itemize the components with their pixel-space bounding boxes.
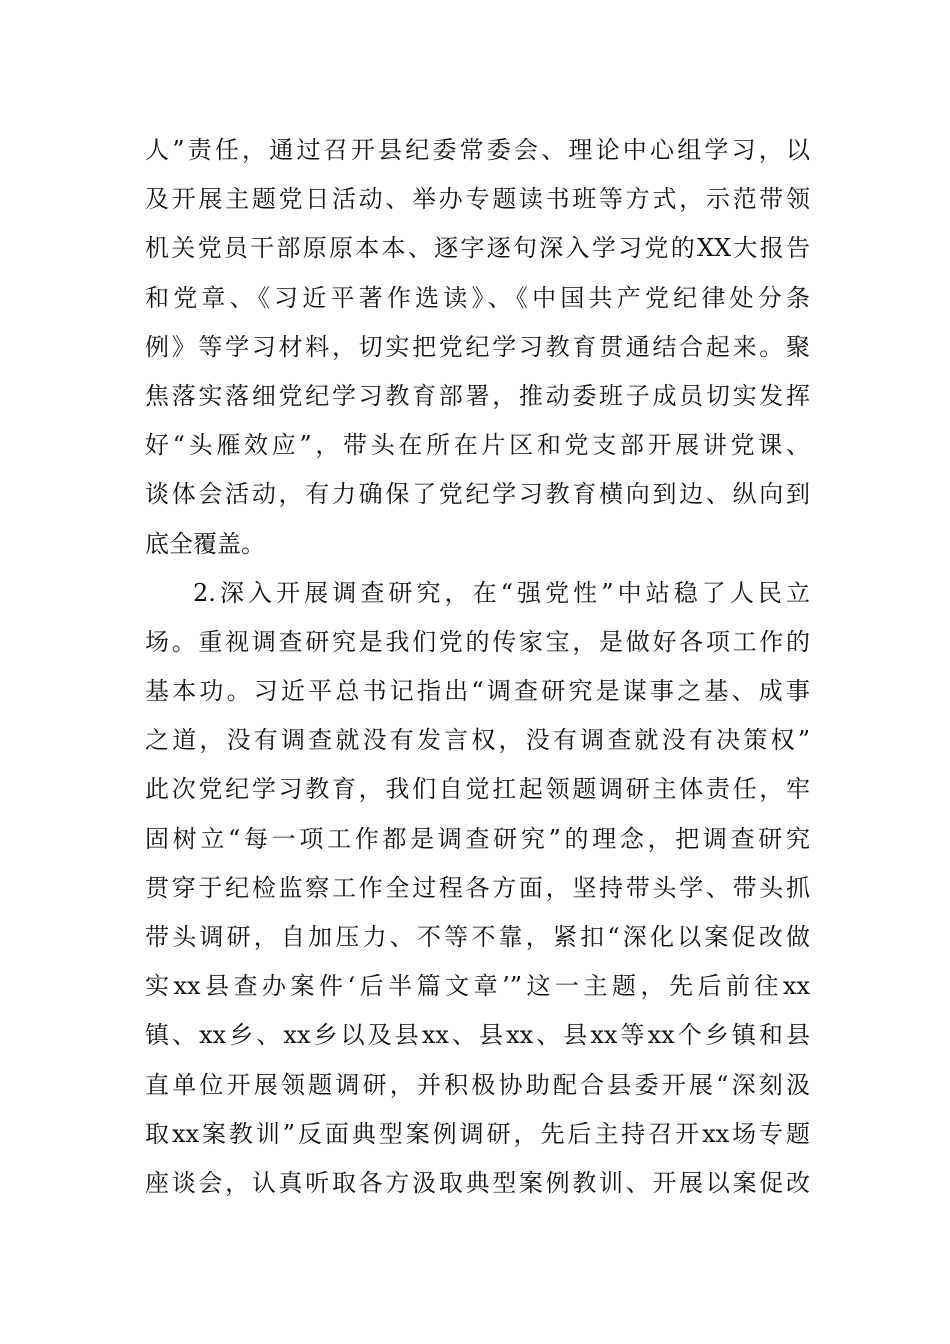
text-line: 取xx案教训”反面典型案例调研，先后主持召开xx场专题 [145,1119,810,1148]
text-line: 直单位开展领题调研，并积极协助配合县委开展“深刻汲 [145,1070,810,1099]
text-line: 镇、xx乡、xx乡以及县xx、县xx、县xx等xx个乡镇和县 [145,1021,810,1050]
text-line: 好“头雁效应”，带头在所在片区和党支部开展讲党课、 [145,431,810,460]
text-line: 场。重视调查研究是我们党的传家宝，是做好各项工作的 [145,627,810,656]
text-line: 此次党纪学习教育，我们自觉扛起领题调研主体责任，牢 [145,775,810,804]
text-line: 谈体会活动，有力确保了党纪学习教育横向到边、纵向到 [145,480,810,509]
text-line: 和党章、《习近平著作选读》、《中国共产党纪律处分条 [145,283,810,312]
text-line: 之道，没有调查就没有发言权，没有调查就没有决策权” [145,726,810,755]
text-line: 贯穿于纪检监察工作全过程各方面，坚持带头学、带头抓 [145,873,810,902]
text-line: 底全覆盖。 [145,529,265,558]
text-line: 焦落实落细党纪学习教育部署，推动委班子成员切实发挥 [145,381,810,410]
paragraph-heading-line: 2.深入开展调查研究，在“强党性”中站稳了人民立 [193,578,810,607]
text-line: 机关党员干部原原本本、逐字逐句深入学习党的XX大报告 [145,234,810,263]
text-line: 人”责任，通过召开县纪委常委会、理论中心组学习，以 [145,136,810,164]
text-line: 座谈会，认真听取各方汲取典型案例教训、开展以案促改 [145,1168,810,1197]
body-text [145,126,810,1208]
text-line: 基本功。习近平总书记指出“调查研究是谋事之基、成事 [145,677,810,706]
text-line: 固树立“每一项工作都是调查研究”的理念，把调查研究 [145,824,810,853]
text-line: 及开展主题党日活动、举办专题读书班等方式，示范带领 [145,185,810,214]
text-line: 例》等学习材料，切实把党纪学习教育贯通结合起来。聚 [145,332,810,361]
text-line: 带头调研，自加压力、不等不靠，紧扣“深化以案促改做 [145,923,810,951]
text-line: 实xx县查办案件‘后半篇文章’”这一主题，先后前往xx [145,972,810,1001]
